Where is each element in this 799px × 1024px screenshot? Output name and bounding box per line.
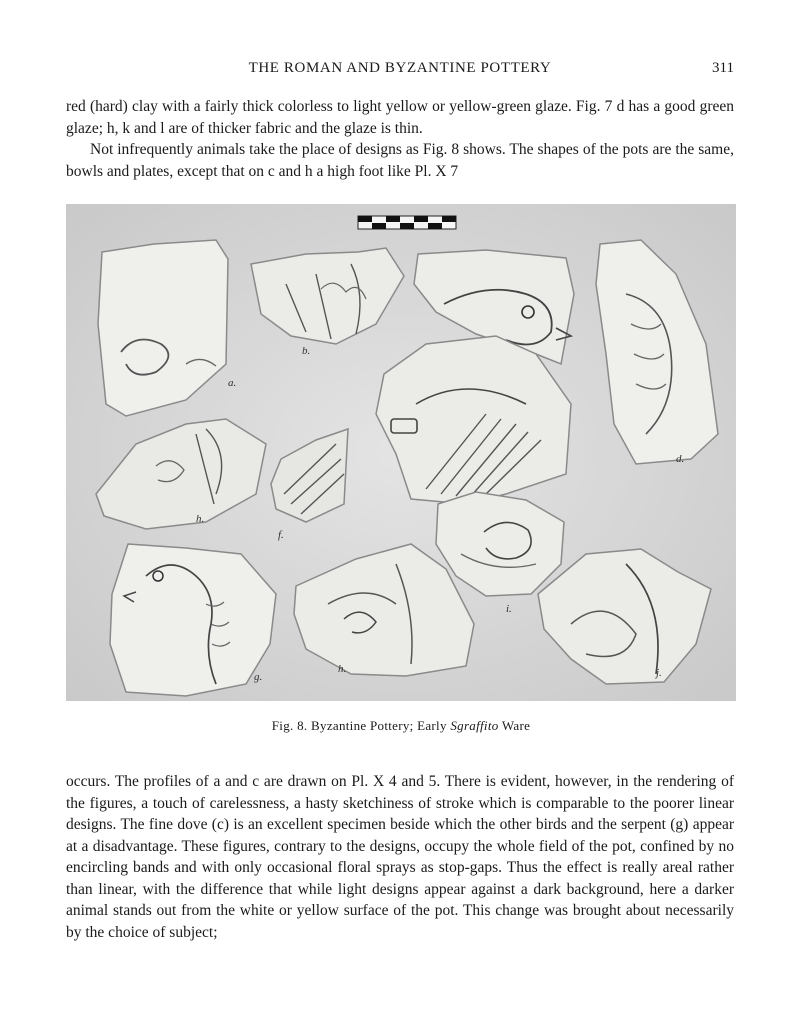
sherd-label-a: a. <box>228 377 237 389</box>
sherd-label-i: i. <box>506 603 512 615</box>
sherd-label-f: f. <box>278 529 284 541</box>
sherd-label-b: b. <box>302 345 311 357</box>
figure-caption <box>66 718 736 734</box>
running-head: THE ROMAN AND BYZANTINE POTTERY <box>248 60 552 76</box>
pottery-sherds-illustration <box>66 204 736 701</box>
sherd-label-d: d. <box>676 453 685 465</box>
sherd-label-j: j. <box>656 667 662 679</box>
caption-suffix: Ware <box>501 718 531 733</box>
paragraph-3: occurs. The profiles of a and c are drawn on Pl. X 4 and 5. There is evident, however, in the rendering of the figures, a touch of carelessness, a hasty sketchiness of stroke which is comparable to the poorer linear designs. The fine dove (c) is an excellent specimen beside which the other birds and the serpent (g) appear at a disadvantage. These figures, contrary to the designs, occupy the whole field of the pot, confined by no encircling bands and with only occasional floral sprays as stop-gaps. Thus the effect is really areal rather than linear, with the difference that while light designs appear against a dark background, here a darker animal stands out from the white or yellow surface of the pot. This change was brought about necessarily by the choice of subject; <box>66 773 734 941</box>
sherd-label-h-lower: h. <box>338 663 347 675</box>
page-header <box>66 60 734 82</box>
sherd-label-g: g. <box>254 671 263 683</box>
page-number: 311 <box>712 60 734 76</box>
sherd-label-h-upper: h. <box>196 513 205 525</box>
paragraph-2: Not infrequently animals take the place of designs as Fig. 8 shows. The shapes of the pots are the same, bowls and plates, except that on c and h a high foot like Pl. X 7 <box>66 141 734 180</box>
caption-main: Byzantine Pottery; Early <box>311 718 447 733</box>
sherd-g <box>110 544 276 696</box>
caption-prefix: Fig. 8. <box>271 718 308 733</box>
paragraph-1: red (hard) clay with a fairly thick colorless to light yellow or yellow-green glaze. Fig. 7 d has a good green glaze; h, k and l are of thicker fabric and the glaze is thin. <box>66 98 734 137</box>
figure-8-photo <box>66 204 736 701</box>
caption-italic-term: Sgraffito <box>450 718 499 733</box>
sherd-e <box>376 336 571 504</box>
scale-bar <box>358 216 456 229</box>
